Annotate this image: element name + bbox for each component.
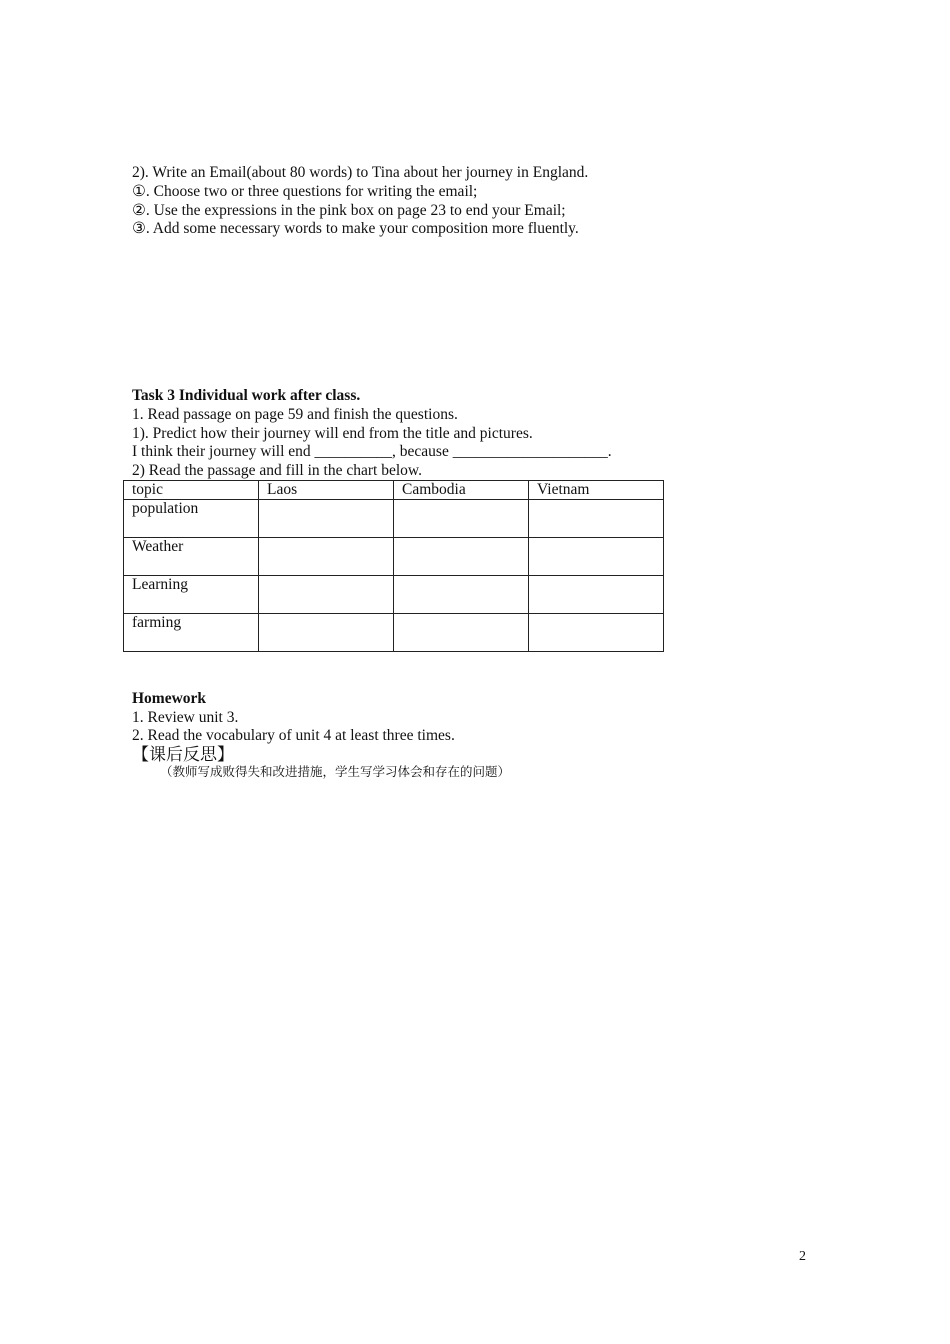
row-label-farming: farming <box>124 614 259 652</box>
task3-line-3: I think their journey will end __________, because ____________________. <box>132 443 612 460</box>
blank-cell[interactable] <box>529 538 664 576</box>
chart-header-vietnam: Vietnam <box>529 481 664 500</box>
fill-in-chart <box>123 480 664 652</box>
task3-line-1: 1. Read passage on page 59 and finish the questions. <box>132 406 458 423</box>
blank-cell[interactable] <box>259 538 394 576</box>
chart-header-topic: topic <box>124 481 259 500</box>
blank-cell[interactable] <box>394 576 529 614</box>
table-row <box>124 614 664 652</box>
table-row <box>124 538 664 576</box>
blank-cell[interactable] <box>529 614 664 652</box>
homework-item-2: 2. Read the vocabulary of unit 4 at least three times. <box>132 727 455 744</box>
blank-cell[interactable] <box>394 500 529 538</box>
task3-line-4: 2) Read the passage and fill in the chart below. <box>132 462 422 479</box>
homework-title: Homework <box>132 690 207 707</box>
writing-task-step-3: ③. Add some necessary words to make your composition more fluently. <box>132 220 579 237</box>
blank-cell[interactable] <box>394 614 529 652</box>
blank-cell[interactable] <box>259 614 394 652</box>
writing-task-step-2: ②. Use the expressions in the pink box on page 23 to end your Email; <box>132 202 566 219</box>
row-label-population: population <box>124 500 259 538</box>
task3-title: Task 3 Individual work after class. <box>132 387 361 404</box>
blank-cell[interactable] <box>529 576 664 614</box>
blank-cell[interactable] <box>529 500 664 538</box>
row-label-weather: Weather <box>124 538 259 576</box>
writing-task-step-1: ①. Choose two or three questions for writing the email; <box>132 183 478 200</box>
chart-header-row <box>124 481 664 500</box>
row-label-learning: Learning <box>124 576 259 614</box>
writing-task-heading: 2). Write an Email(about 80 words) to Tina about her journey in England. <box>132 164 589 181</box>
reflection-note: （教师写成败得失和改进措施，学生写学习体会和存在的问题） <box>160 764 511 779</box>
chart-header-laos: Laos <box>259 481 394 500</box>
table-row <box>124 576 664 614</box>
page-number: 2 <box>799 1249 806 1264</box>
blank-cell[interactable] <box>259 576 394 614</box>
task3-line-2: 1). Predict how their journey will end from the title and pictures. <box>132 425 533 442</box>
blank-cell[interactable] <box>259 500 394 538</box>
chart-header-cambodia: Cambodia <box>394 481 529 500</box>
homework-item-1: 1. Review unit 3. <box>132 709 239 726</box>
table-row <box>124 500 664 538</box>
blank-cell[interactable] <box>394 538 529 576</box>
reflection-title: 【课后反思】 <box>132 745 234 765</box>
